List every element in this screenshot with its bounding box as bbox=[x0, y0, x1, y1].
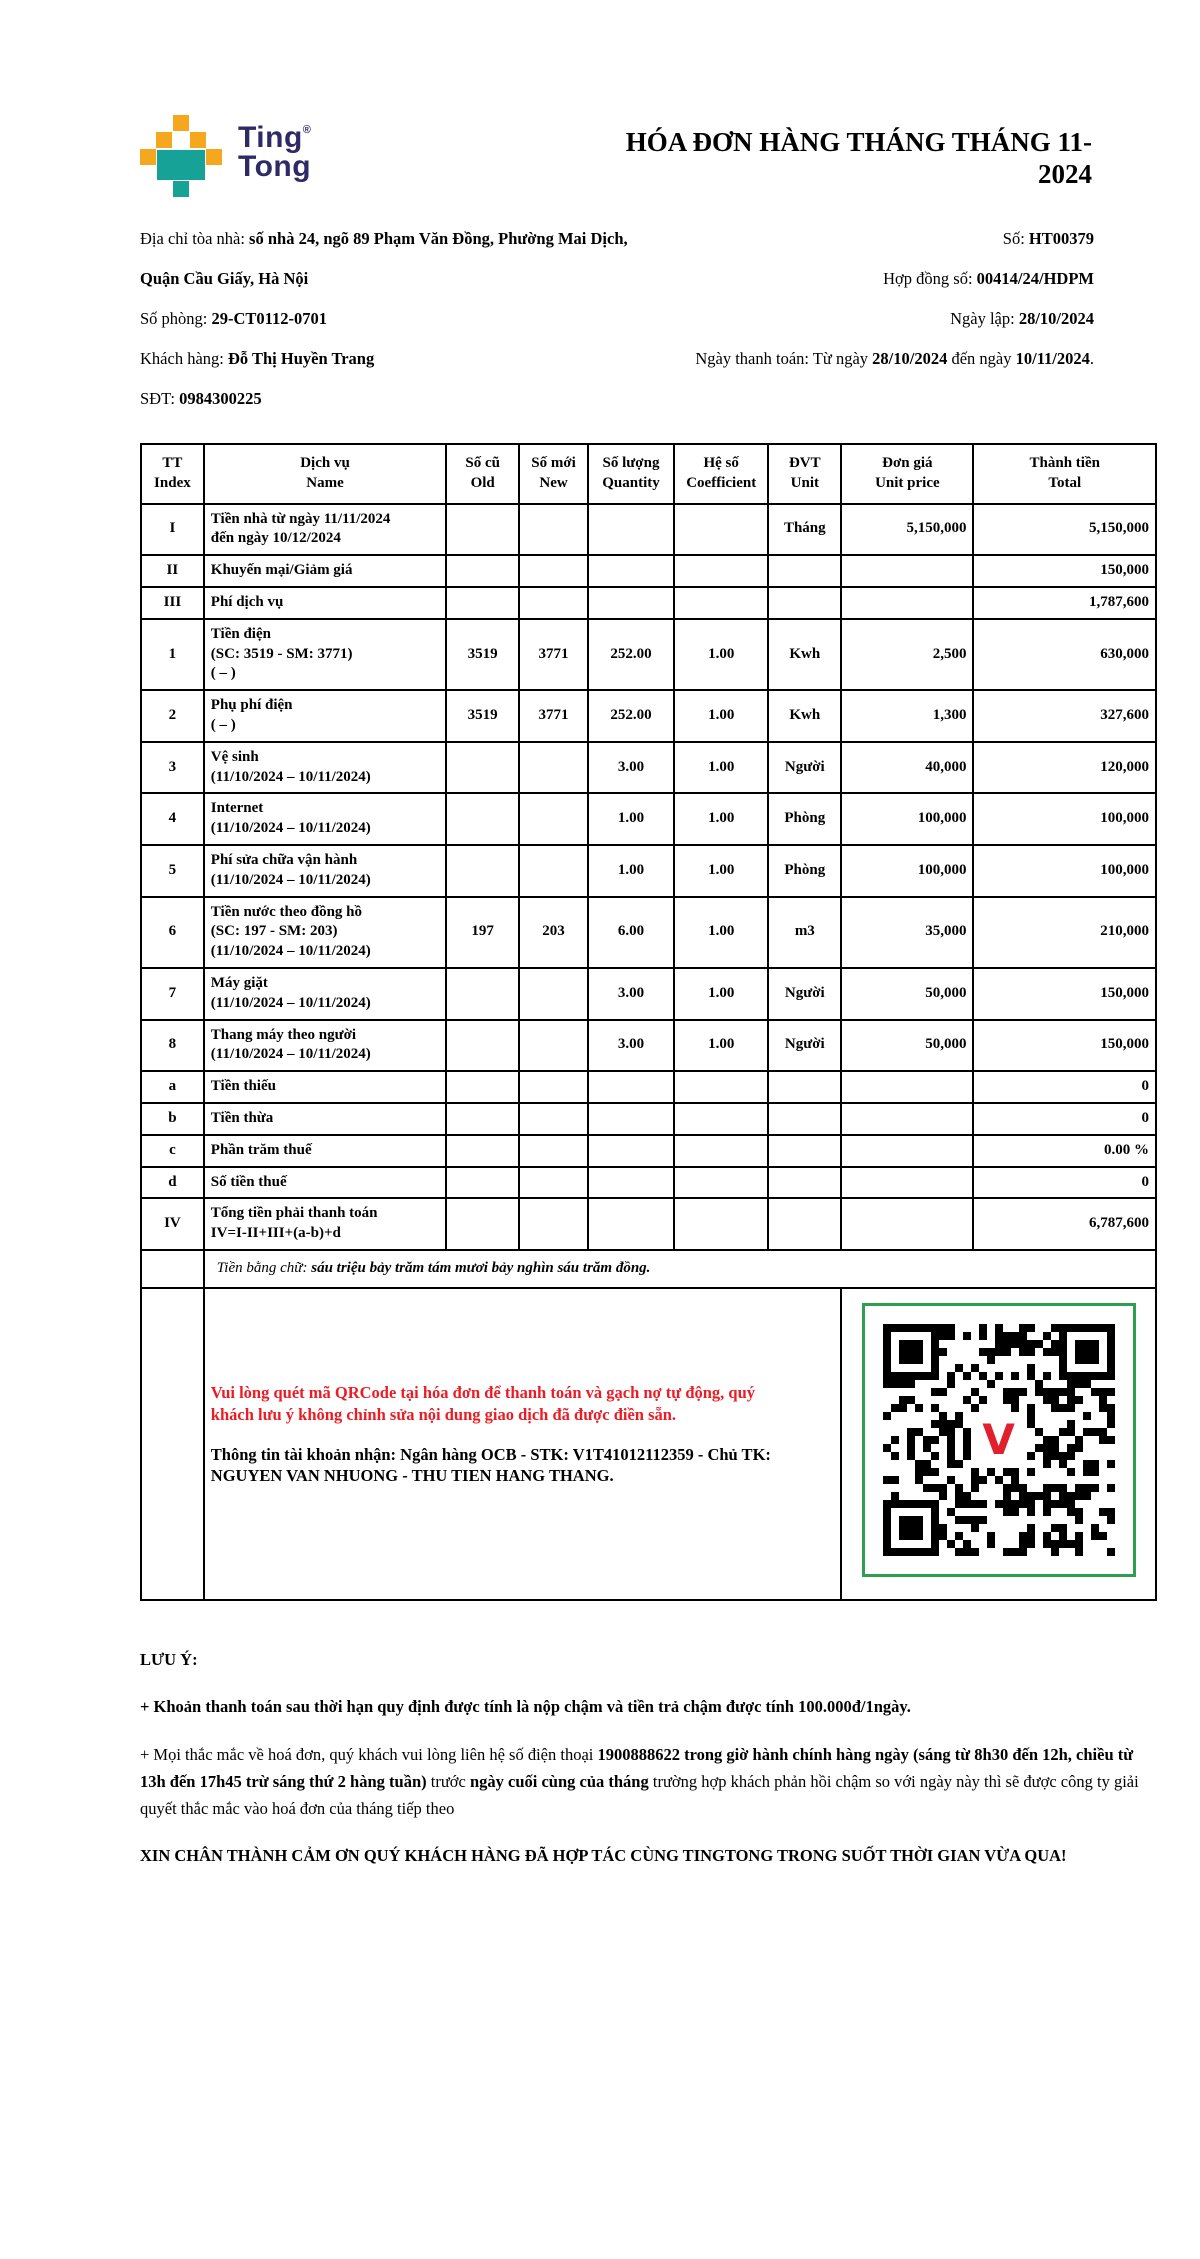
cell-empty bbox=[141, 1288, 204, 1600]
table-row bbox=[141, 619, 1156, 690]
issue-date: Ngày lập: 28/10/2024 bbox=[950, 309, 1094, 328]
thank-you-message: XIN CHÂN THÀNH CẢM ƠN QUÝ KHÁCH HÀNG ĐÃ HỢP TÁC CÙNG TINGTONG TRONG SUỐT THỜI GIAN VỪA QUA! bbox=[140, 1846, 1067, 1866]
cell-tt: 3 bbox=[141, 742, 204, 794]
registered-mark: ® bbox=[302, 124, 312, 136]
cell-qty bbox=[588, 504, 674, 556]
cell-qty bbox=[588, 555, 674, 587]
cell-total: 100,000 bbox=[973, 845, 1156, 897]
cell-price bbox=[841, 1135, 973, 1167]
cell-price bbox=[841, 1198, 973, 1250]
cell-unit: Người bbox=[768, 968, 841, 1020]
invoice-number: Số: HT00379 bbox=[1002, 229, 1094, 248]
cell-price: 5,150,000 bbox=[841, 504, 973, 556]
cell-price: 1,300 bbox=[841, 690, 973, 742]
cell-old bbox=[446, 845, 519, 897]
cell-total: 120,000 bbox=[973, 742, 1156, 794]
cell-new bbox=[519, 555, 588, 587]
cell-unit bbox=[768, 1103, 841, 1135]
cell-price bbox=[841, 1071, 973, 1103]
cell-old bbox=[446, 742, 519, 794]
cell-price: 50,000 bbox=[841, 1020, 973, 1072]
tingtong-logo-text: Ting® Tong bbox=[238, 121, 312, 184]
cell-new: 3771 bbox=[519, 619, 588, 690]
cell-old bbox=[446, 1167, 519, 1199]
cell-unit bbox=[768, 1198, 841, 1250]
cell-total: 0 bbox=[973, 1103, 1156, 1135]
cell-empty bbox=[141, 1250, 204, 1288]
cell-price: 35,000 bbox=[841, 897, 973, 968]
cell-old bbox=[446, 1020, 519, 1072]
column-header: TT Index bbox=[141, 444, 204, 504]
cell-total: 150,000 bbox=[973, 1020, 1156, 1072]
cell-unit bbox=[768, 555, 841, 587]
cell-old: 3519 bbox=[446, 619, 519, 690]
cell-new bbox=[519, 1135, 588, 1167]
cell-price: 100,000 bbox=[841, 793, 973, 845]
cell-price: 50,000 bbox=[841, 968, 973, 1020]
cell-new bbox=[519, 587, 588, 619]
table-row bbox=[141, 1020, 1156, 1072]
cell-price: 40,000 bbox=[841, 742, 973, 794]
cell-coef bbox=[674, 587, 768, 619]
customer-phone: SĐT: 0984300225 bbox=[140, 389, 262, 408]
cell-new: 203 bbox=[519, 897, 588, 968]
table-row bbox=[141, 555, 1156, 587]
cell-coef: 1.00 bbox=[674, 619, 768, 690]
cell-coef bbox=[674, 504, 768, 556]
note-hotline: + Mọi thắc mắc về hoá đơn, quý khách vui lòng liên hệ số điện thoại 1900888622 trong giờ hành chính hàng ngày (sáng từ 8h30 đến 12h, chiều từ 13h đến 17h45 trừ sáng thứ 2 hàng tuần) trước ngày cuối cùng của tháng trường hợp khách phản hồi chậm so với ngày này thì sẽ được công ty giải quyết thắc mắc vào hoá đơn của tháng tiếp theo bbox=[140, 1745, 1139, 1818]
table-row bbox=[141, 897, 1156, 968]
cell-new bbox=[519, 1198, 588, 1250]
cell-tt: I bbox=[141, 504, 204, 556]
cell-coef bbox=[674, 1071, 768, 1103]
cell-new: 3771 bbox=[519, 690, 588, 742]
cell-coef: 1.00 bbox=[674, 690, 768, 742]
column-header: Thành tiền Total bbox=[973, 444, 1156, 504]
table-row bbox=[141, 504, 1156, 556]
page-header bbox=[140, 95, 1157, 197]
cell-coef: 1.00 bbox=[674, 1020, 768, 1072]
cell-unit: Phòng bbox=[768, 845, 841, 897]
cell-total: 630,000 bbox=[973, 619, 1156, 690]
cell-name: Phụ phí điện ( – ) bbox=[204, 690, 446, 742]
cell-tt: III bbox=[141, 587, 204, 619]
table-row bbox=[141, 1103, 1156, 1135]
cell-coef: 1.00 bbox=[674, 742, 768, 794]
cell-old bbox=[446, 587, 519, 619]
cell-old bbox=[446, 555, 519, 587]
column-header: Đơn giá Unit price bbox=[841, 444, 973, 504]
cell-name: Phần trăm thuế bbox=[204, 1135, 446, 1167]
customer-name: Khách hàng: Đỗ Thị Huyền Trang bbox=[140, 349, 375, 368]
cell-price bbox=[841, 1103, 973, 1135]
cell-new bbox=[519, 742, 588, 794]
cell-new bbox=[519, 1071, 588, 1103]
invoice-table-head-row bbox=[141, 444, 1156, 504]
cell-old bbox=[446, 1135, 519, 1167]
cell-qty: 3.00 bbox=[588, 1020, 674, 1072]
qr-code bbox=[883, 1324, 1115, 1556]
footer-notes bbox=[140, 1647, 1157, 1870]
cell-qty: 1.00 bbox=[588, 793, 674, 845]
cell-name: Tiền nhà từ ngày 11/11/2024 đến ngày 10/12/2024 bbox=[204, 504, 446, 556]
cell-qty bbox=[588, 1198, 674, 1250]
cell-qty: 6.00 bbox=[588, 897, 674, 968]
cell-name: Phí sửa chữa vận hành (11/10/2024 – 10/11/2024) bbox=[204, 845, 446, 897]
cell-old bbox=[446, 504, 519, 556]
cell-old bbox=[446, 1198, 519, 1250]
table-row bbox=[141, 968, 1156, 1020]
qr-frame bbox=[862, 1303, 1136, 1577]
table-row bbox=[141, 1071, 1156, 1103]
cell-name: Phí dịch vụ bbox=[204, 587, 446, 619]
invoice-info bbox=[140, 219, 1157, 421]
tingtong-logo bbox=[140, 115, 311, 197]
cell-new bbox=[519, 845, 588, 897]
cell-qty bbox=[588, 1071, 674, 1103]
cell-unit: Người bbox=[768, 1020, 841, 1072]
table-row bbox=[141, 1135, 1156, 1167]
cell-total: 210,000 bbox=[973, 897, 1156, 968]
amount-in-words: Tiền bằng chữ: sáu triệu bảy trăm tám mươi bảy nghìn sáu trăm đồng. bbox=[204, 1250, 1156, 1288]
cell-total: 0 bbox=[973, 1167, 1156, 1199]
cell-tt: 7 bbox=[141, 968, 204, 1020]
tingtong-logo-icon bbox=[140, 115, 222, 197]
cell-tt: d bbox=[141, 1167, 204, 1199]
note-late-payment: + Khoản thanh toán sau thời hạn quy định được tính là nộp chậm và tiền trả chậm được tính 100.000đ/1ngày. bbox=[140, 1697, 911, 1717]
cell-name: Tiền thiếu bbox=[204, 1071, 446, 1103]
cell-name: Tổng tiền phải thanh toán IV=I-II+III+(a-b)+d bbox=[204, 1198, 446, 1250]
cell-coef bbox=[674, 1167, 768, 1199]
cell-tt: 4 bbox=[141, 793, 204, 845]
account-info-text: Thông tin tài khoản nhận: Ngân hàng OCB - STK: V1T41012112359 - Chủ TK: NGUYEN VAN NHUONG - THU TIEN HANG THANG. bbox=[210, 1444, 771, 1486]
cell-coef bbox=[674, 1198, 768, 1250]
table-row bbox=[141, 690, 1156, 742]
cell-name: Vệ sinh (11/10/2024 – 10/11/2024) bbox=[204, 742, 446, 794]
cell-qty: 252.00 bbox=[588, 619, 674, 690]
cell-coef: 1.00 bbox=[674, 968, 768, 1020]
cell-qty bbox=[588, 1167, 674, 1199]
cell-unit: Người bbox=[768, 742, 841, 794]
cell-total: 150,000 bbox=[973, 555, 1156, 587]
column-header: Số lượng Quantity bbox=[588, 444, 674, 504]
cell-old: 197 bbox=[446, 897, 519, 968]
cell-tt: 2 bbox=[141, 690, 204, 742]
cell-coef bbox=[674, 555, 768, 587]
cell-unit bbox=[768, 1071, 841, 1103]
table-row bbox=[141, 742, 1156, 794]
cell-name: Số tiền thuế bbox=[204, 1167, 446, 1199]
cell-tt: b bbox=[141, 1103, 204, 1135]
cell-old bbox=[446, 793, 519, 845]
cell-unit: Tháng bbox=[768, 504, 841, 556]
cell-qty bbox=[588, 1103, 674, 1135]
cell-unit: Kwh bbox=[768, 619, 841, 690]
cell-old bbox=[446, 1103, 519, 1135]
cell-tt: IV bbox=[141, 1198, 204, 1250]
cell-price bbox=[841, 587, 973, 619]
cell-old bbox=[446, 968, 519, 1020]
cell-qty: 1.00 bbox=[588, 845, 674, 897]
cell-name: Thang máy theo người (11/10/2024 – 10/11/2024) bbox=[204, 1020, 446, 1072]
cell-coef: 1.00 bbox=[674, 793, 768, 845]
cell-price bbox=[841, 555, 973, 587]
cell-coef bbox=[674, 1135, 768, 1167]
notes-title: LƯU Ý: bbox=[140, 1649, 198, 1669]
column-header: Dịch vụ Name bbox=[204, 444, 446, 504]
cell-new bbox=[519, 1103, 588, 1135]
cell-total: 327,600 bbox=[973, 690, 1156, 742]
cell-old: 3519 bbox=[446, 690, 519, 742]
invoice-table bbox=[140, 443, 1157, 1601]
cell-name: Tiền điện (SC: 3519 - SM: 3771) ( – ) bbox=[204, 619, 446, 690]
table-row bbox=[141, 845, 1156, 897]
amount-in-words-row bbox=[141, 1250, 1156, 1288]
cell-total: 1,787,600 bbox=[973, 587, 1156, 619]
info-right-column bbox=[454, 219, 1094, 379]
qr-instruction-text: Vui lòng quét mã QRCode tại hóa đơn để thanh toán và gạch nợ tự động, quý khách lưu ý không chỉnh sửa nội dung giao dịch đã được điền sẵn. bbox=[210, 1383, 756, 1424]
cell-name: Máy giặt (11/10/2024 – 10/11/2024) bbox=[204, 968, 446, 1020]
cell-name: Tiền nước theo đồng hồ (SC: 197 - SM: 203) (11/10/2024 – 10/11/2024) bbox=[204, 897, 446, 968]
cell-tt: 5 bbox=[141, 845, 204, 897]
cell-total: 0.00 % bbox=[973, 1135, 1156, 1167]
cell-tt: II bbox=[141, 555, 204, 587]
cell-coef bbox=[674, 1103, 768, 1135]
cell-total: 0 bbox=[973, 1071, 1156, 1103]
cell-price: 100,000 bbox=[841, 845, 973, 897]
cell-total: 5,150,000 bbox=[973, 504, 1156, 556]
cell-new bbox=[519, 968, 588, 1020]
cell-qty: 3.00 bbox=[588, 742, 674, 794]
cell-old bbox=[446, 1071, 519, 1103]
cell-tt: 1 bbox=[141, 619, 204, 690]
cell-tt: c bbox=[141, 1135, 204, 1167]
cell-price bbox=[841, 1167, 973, 1199]
cell-new bbox=[519, 504, 588, 556]
cell-coef: 1.00 bbox=[674, 897, 768, 968]
table-row bbox=[141, 1198, 1156, 1250]
table-row bbox=[141, 793, 1156, 845]
cell-total: 100,000 bbox=[973, 793, 1156, 845]
cell-qty: 3.00 bbox=[588, 968, 674, 1020]
table-row bbox=[141, 1167, 1156, 1199]
cell-unit: Kwh bbox=[768, 690, 841, 742]
cell-total: 150,000 bbox=[973, 968, 1156, 1020]
cell-name: Internet (11/10/2024 – 10/11/2024) bbox=[204, 793, 446, 845]
payment-instructions-cell bbox=[204, 1288, 841, 1600]
room-number: Số phòng: 29-CT0112-0701 bbox=[140, 309, 328, 328]
cell-unit bbox=[768, 1167, 841, 1199]
column-header: ĐVT Unit bbox=[768, 444, 841, 504]
cell-tt: 6 bbox=[141, 897, 204, 968]
contract-number: Hợp đồng số: 00414/24/HDPM bbox=[883, 269, 1094, 288]
cell-unit bbox=[768, 1135, 841, 1167]
building-address: Địa chỉ tòa nhà: số nhà 24, ngõ 89 Phạm Văn Đồng, Phường Mai Dịch, Quận Cầu Giấy, Hà Nội bbox=[140, 229, 628, 288]
cell-total: 6,787,600 bbox=[973, 1198, 1156, 1250]
column-header: Số cũ Old bbox=[446, 444, 519, 504]
cell-price: 2,500 bbox=[841, 619, 973, 690]
cell-new bbox=[519, 793, 588, 845]
column-header: Hệ số Coefficient bbox=[674, 444, 768, 504]
qr-cell bbox=[841, 1288, 1156, 1600]
cell-coef: 1.00 bbox=[674, 845, 768, 897]
cell-tt: a bbox=[141, 1071, 204, 1103]
cell-unit bbox=[768, 587, 841, 619]
payment-row bbox=[141, 1288, 1156, 1600]
payment-period: Ngày thanh toán: Từ ngày 28/10/2024 đến ngày 10/11/2024. bbox=[695, 349, 1094, 368]
cell-name: Khuyến mại/Giảm giá bbox=[204, 555, 446, 587]
cell-new bbox=[519, 1020, 588, 1072]
qr-center-v-icon: V bbox=[972, 1413, 1026, 1467]
table-row bbox=[141, 587, 1156, 619]
cell-name: Tiền thừa bbox=[204, 1103, 446, 1135]
cell-new bbox=[519, 1167, 588, 1199]
invoice-title: HÓA ĐƠN HÀNG THÁNG THÁNG 11- 2024 bbox=[625, 127, 1092, 189]
cell-qty bbox=[588, 1135, 674, 1167]
cell-unit: m3 bbox=[768, 897, 841, 968]
column-header: Số mới New bbox=[519, 444, 588, 504]
cell-qty: 252.00 bbox=[588, 690, 674, 742]
cell-tt: 8 bbox=[141, 1020, 204, 1072]
cell-qty bbox=[588, 587, 674, 619]
cell-unit: Phòng bbox=[768, 793, 841, 845]
